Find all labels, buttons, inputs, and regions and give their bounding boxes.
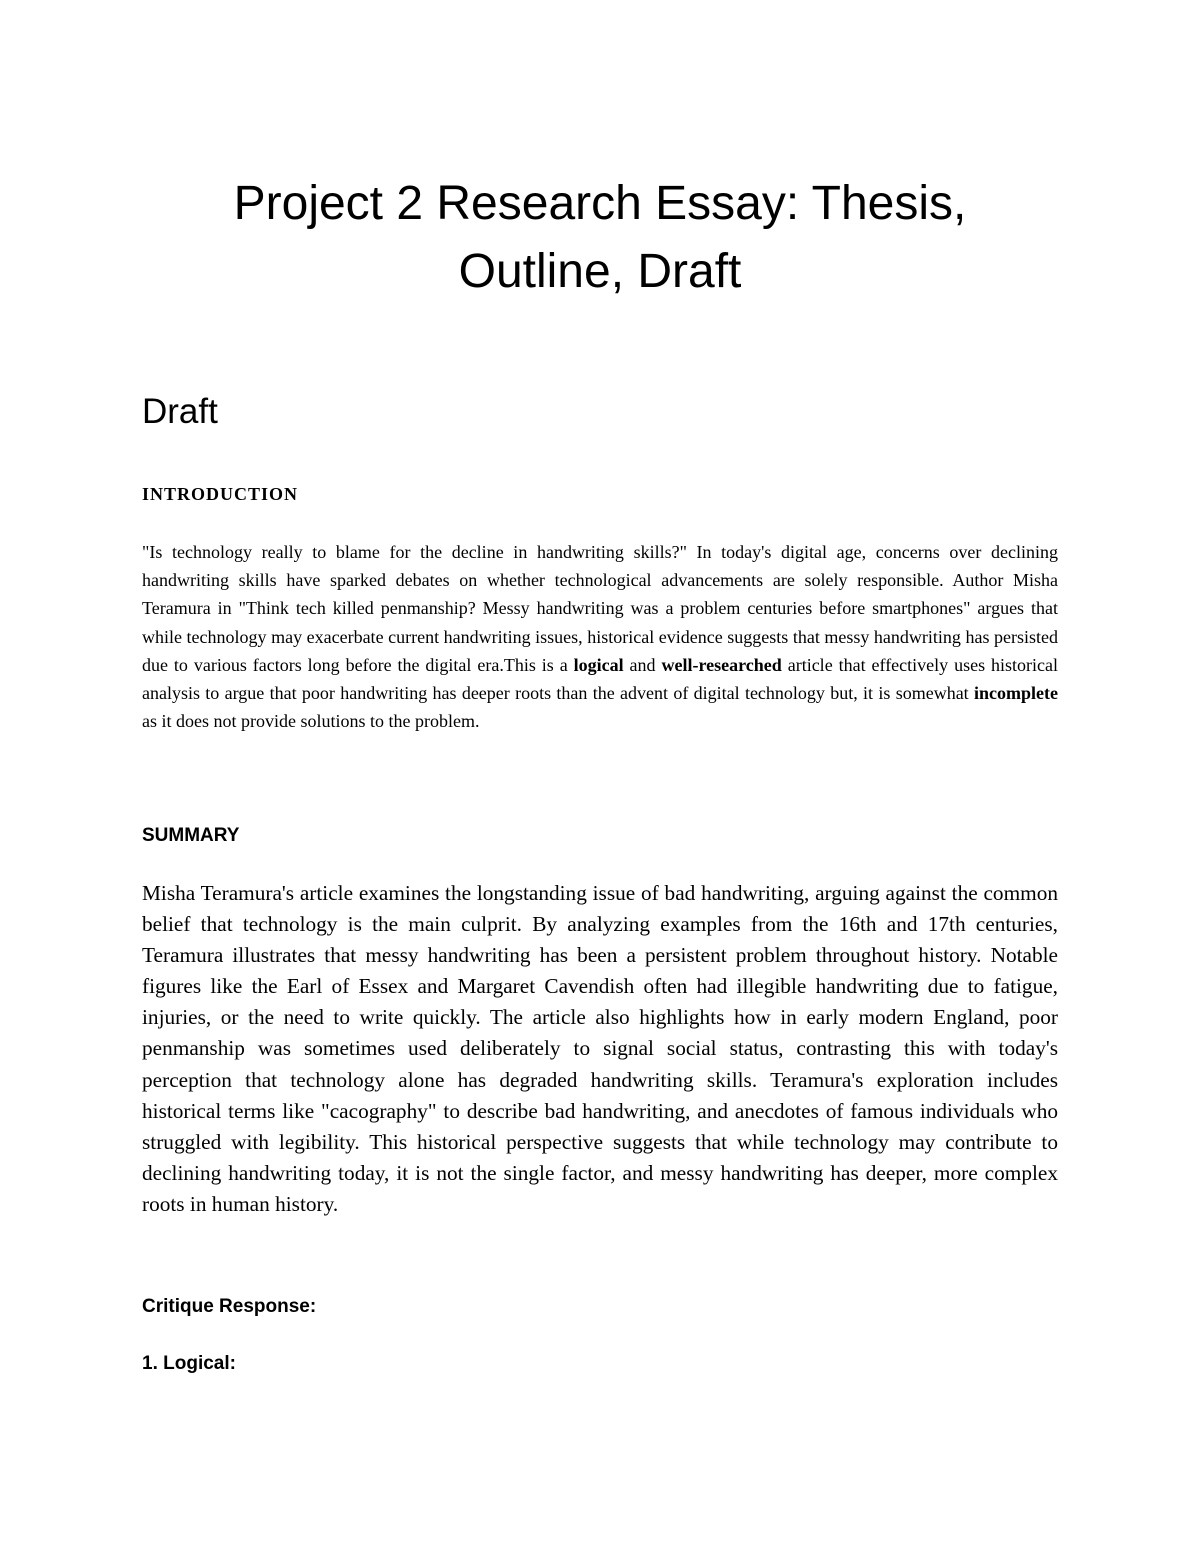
intro-text-segment-3: article that effectively uses historical analysis to argue that poor handwriting has deeper roots than the advent of digital technology but, it is somewhat — [142, 654, 1058, 704]
critique-item-logical: 1. Logical: — [142, 1353, 236, 1374]
summary-heading: SUMMARY — [142, 825, 240, 846]
critique-heading: Critique Response: — [142, 1296, 317, 1317]
intro-text-segment-4: as it does not provide solutions to the problem. — [142, 711, 480, 732]
intro-bold-logical: logical — [573, 654, 624, 675]
intro-bold-incomplete: incomplete — [974, 683, 1058, 704]
intro-text-segment-1: "Is technology really to blame for the decline in handwriting skills?" In today's digital age, concerns over declining handwriting skills have sparked debates on whether technological advancements are solely responsible. Author Misha Teramura in "Think tech killed penmanship? Messy handwriting was a problem centuries before smartphones" argues that while technology may exacerbate current handwriting issues, historical evidence suggests that messy handwriting has persisted due to various factors long before the digital era.This is a — [142, 542, 1058, 675]
title-line-2: Outline, Draft — [458, 245, 742, 298]
summary-paragraph: Misha Teramura's article examines the longstanding issue of bad handwriting, arguing against the common belief that technology is the main culprit. By analyzing examples from the 16th and 17th centuries, Teramura illustrates that messy handwriting has been a persistent problem throughout history. Notable figures like the Earl of Essex and Margaret Cavendish often had illegible handwriting due to fatigue, injuries, or the need to write quickly. The article also highlights how in early modern England, poor penmanship was sometimes used deliberately to signal social status, contrasting this with today's perception that technology alone has degraded handwriting skills. Teramura's exploration includes historical terms like "cacography" to describe bad handwriting, and anecdotes of famous individuals who struggled with legibility. This historical perspective suggests that while technology may contribute to declining handwriting today, it is not the single factor, and messy handwriting has deeper, more complex roots in human history. — [142, 881, 1058, 1216]
introduction-heading: INTRODUCTION — [142, 484, 299, 504]
section-title-draft: Draft — [142, 392, 218, 431]
document-title — [100, 170, 1100, 306]
intro-text-segment-2: and — [623, 654, 662, 675]
title-line-1: Project 2 Research Essay: Thesis, — [233, 177, 967, 230]
introduction-paragraph — [142, 538, 1058, 735]
intro-bold-well-researched: well-researched — [661, 654, 782, 675]
